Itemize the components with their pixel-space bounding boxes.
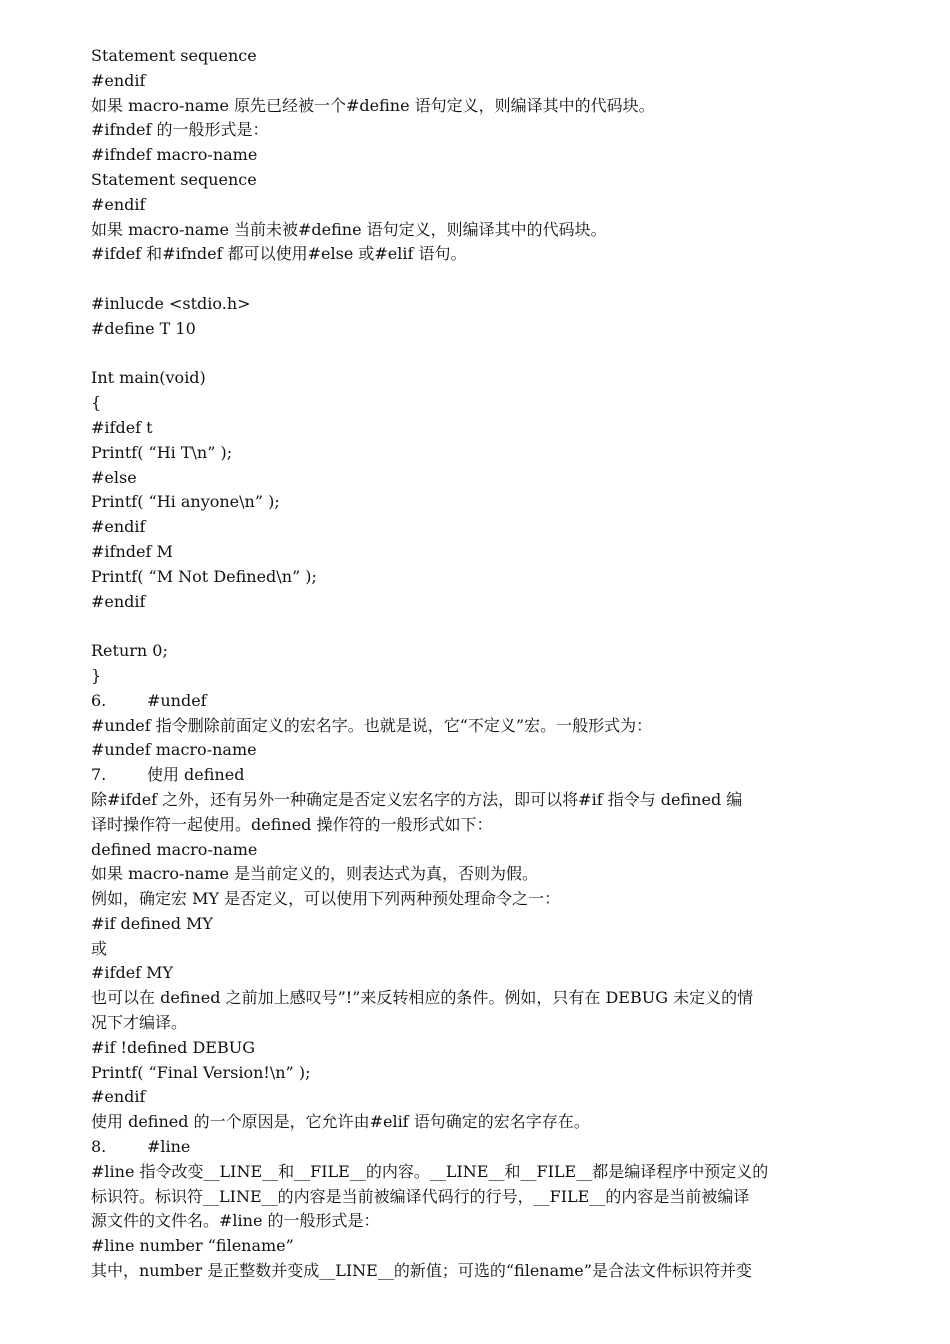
text-line: #ifndef macro-name: [91, 145, 258, 165]
blank-line: [91, 614, 871, 639]
text-line: 源文件的文件名。#line 的一般形式是：: [91, 1211, 380, 1231]
text-line: 其中，number 是正整数并变成__LINE__的新值；可选的“filename”是合法文件标识符并变: [91, 1261, 752, 1281]
section-heading: 6. #undef: [91, 690, 207, 710]
text-line: 或: [91, 938, 108, 958]
text-line: #undef 指令删除前面定义的宏名字。也就是说，它“不定义”宏。一般形式为：: [91, 715, 653, 735]
text-line: 译时操作符一起使用。defined 操作符的一般形式如下：: [91, 814, 493, 834]
text-line: 使用 defined 的一个原因是，它允许由#elif 语句确定的宏名字存在。: [91, 1112, 590, 1132]
text-line: 如果 macro-name 是当前定义的，则表达式为真，否则为假。: [91, 864, 539, 884]
text-line: #undef macro-name: [91, 740, 257, 760]
document-page: [91, 44, 871, 1284]
text-line: defined macro-name: [91, 839, 258, 859]
code-line: #endif: [91, 517, 146, 537]
code-line: Int main(void): [91, 368, 206, 388]
text-line: Statement sequence: [91, 46, 257, 65]
text-line: 也可以在 defined 之前加上感叹号”!”来反转相应的条件。例如，只有在 DEBUG 未定义的情: [91, 988, 754, 1008]
blank-line: [91, 267, 871, 292]
text-line: 况下才编译。: [91, 1013, 188, 1033]
code-line: Printf( “Hi T\n” );: [91, 442, 233, 462]
code-line: Printf( “M Not Defined\n” );: [91, 566, 317, 586]
code-line: #if !defined DEBUG: [91, 1037, 255, 1057]
text-line: 除#ifdef 之外，还有另外一种确定是否定义宏名字的方法，即可以将#if 指令与 defined 编: [91, 789, 743, 809]
code-line: #if defined MY: [91, 913, 213, 933]
code-line: Printf( “Hi anyone\n” );: [91, 492, 280, 512]
code-line: Return 0;: [91, 641, 168, 661]
code-line: }: [91, 665, 102, 685]
section-heading: 8. #line: [91, 1137, 191, 1157]
code-line: #endif: [91, 1087, 146, 1107]
code-line: #endif: [91, 591, 146, 611]
code-line: #line number “filename”: [91, 1236, 294, 1256]
code-line: #else: [91, 467, 137, 487]
text-line: 例如，确定宏 MY 是否定义，可以使用下列两种预处理命令之一：: [91, 889, 561, 909]
code-line: Printf( “Final Version!\n” );: [91, 1062, 311, 1082]
code-line: #inlucde <stdio.h>: [91, 293, 251, 313]
text-line: #line 指令改变__LINE__和__FILE__的内容。__LINE__和__FILE__都是编译程序中预定义的: [91, 1161, 769, 1181]
text-line: 如果 macro-name 当前未被#define 语句定义，则编译其中的代码块。: [91, 219, 607, 239]
code-line: #ifdef MY: [91, 963, 174, 983]
code-line: #ifdef t: [91, 417, 153, 437]
text-line: #ifdef 和#ifndef 都可以使用#else 或#elif 语句。: [91, 244, 467, 264]
text-line: #ifndef 的一般形式是：: [91, 120, 269, 140]
text-line: #endif: [91, 70, 146, 90]
text-line: #endif: [91, 194, 146, 214]
code-line: #define T 10: [91, 318, 196, 338]
text-line: 如果 macro-name 原先已经被一个#define 语句定义，则编译其中的代码块。: [91, 95, 655, 115]
blank-line: [91, 342, 871, 367]
code-line: {: [91, 393, 102, 413]
text-line: 标识符。标识符__LINE__的内容是当前被编译代码行的行号，__FILE__的内容是当前被编译: [91, 1186, 750, 1206]
section-heading: 7. 使用 defined: [91, 765, 245, 785]
text-line: Statement sequence: [91, 169, 257, 189]
code-line: #ifndef M: [91, 541, 173, 561]
